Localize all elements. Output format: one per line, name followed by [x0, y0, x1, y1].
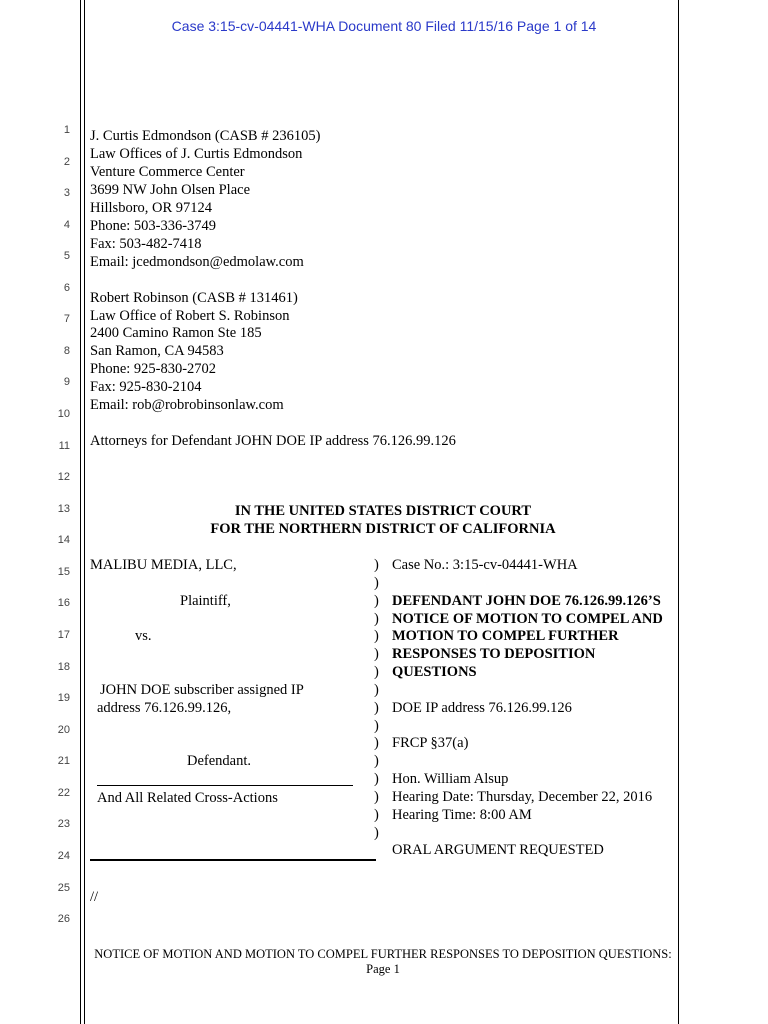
line-number: 4	[63, 219, 70, 231]
paren: )	[374, 575, 379, 591]
attorneys-for: Attorneys for Defendant JOHN DOE IP address 76.126.99.126	[90, 433, 456, 449]
vs-label: vs.	[135, 628, 152, 644]
attorney-line: Robert Robinson (CASB # 131461)	[90, 290, 298, 306]
defendant-name-line-1: JOHN DOE subscriber assigned IP	[100, 682, 304, 698]
paren: )	[374, 664, 379, 680]
line-number: 6	[63, 282, 70, 294]
line-number: 19	[57, 692, 70, 704]
paren: )	[374, 825, 379, 841]
line-number: 1	[63, 124, 70, 136]
attorney-line: Phone: 503-336-3749	[90, 218, 217, 234]
paren: )	[374, 557, 379, 573]
line-number: 24	[57, 850, 70, 862]
attorney-line: 2400 Camino Ramon Ste 185	[90, 325, 262, 341]
paren: )	[374, 807, 379, 823]
line-number: 13	[57, 503, 70, 515]
motion-title-line-1: DEFENDANT JOHN DOE 76.126.99.126’S	[392, 593, 661, 609]
line-number: 14	[57, 534, 70, 546]
line-number: 9	[63, 376, 70, 388]
attorney-line: San Ramon, CA 94583	[90, 343, 224, 359]
line-number: 2	[63, 156, 70, 168]
line-number: 3	[63, 187, 70, 199]
hearing-date: Hearing Date: Thursday, December 22, 2016	[392, 789, 653, 805]
line-number: 23	[57, 818, 70, 830]
judge-name: Hon. William Alsup	[392, 771, 509, 787]
paren: )	[374, 771, 379, 787]
paren: )	[374, 646, 379, 662]
line-number: 26	[57, 913, 70, 925]
hearing-time: Hearing Time: 8:00 AM	[392, 807, 532, 823]
motion-title-line-5: QUESTIONS	[392, 664, 477, 680]
motion-title-line-2: NOTICE OF MOTION TO COMPEL AND	[392, 611, 663, 627]
defendant-name-line-2: address 76.126.99.126,	[97, 700, 232, 716]
line-number: 5	[63, 250, 70, 262]
plaintiff-name: MALIBU MEDIA, LLC,	[90, 557, 237, 573]
caption-divider	[97, 785, 353, 786]
line-number: 20	[57, 724, 70, 736]
line-number: 25	[57, 882, 70, 894]
line-number: 11	[58, 440, 70, 452]
paren: )	[374, 718, 379, 734]
line-number: 15	[57, 566, 70, 578]
attorney-line: Law Office of Robert S. Robinson	[90, 308, 290, 324]
case-number: Case No.: 3:15-cv-04441-WHA	[392, 557, 578, 573]
line-number: 22	[57, 787, 70, 799]
paren: )	[374, 682, 379, 698]
plaintiff-label: Plaintiff,	[180, 593, 231, 609]
filing-header: Case 3:15-cv-04441-WHA Document 80 Filed 11/15/16 Page 1 of 14	[171, 18, 597, 34]
line-number: 7	[63, 313, 70, 325]
caption-bottom-rule	[90, 859, 376, 861]
line-number: 21	[57, 755, 70, 767]
paren: )	[374, 611, 379, 627]
line-number: 17	[57, 629, 70, 641]
line-number: 10	[57, 408, 70, 420]
right-margin-rule	[678, 0, 679, 1024]
attorney-line: Hillsboro, OR 97124	[90, 200, 213, 216]
attorney-line: 3699 NW John Olsen Place	[90, 182, 251, 198]
attorney-line: Fax: 925-830-2104	[90, 379, 202, 395]
paren: )	[374, 735, 379, 751]
attorney-email: Email: jcedmondson@edmolaw.com	[90, 254, 304, 270]
attorney-line: Phone: 925-830-2702	[90, 361, 217, 377]
paren: )	[374, 753, 379, 769]
paren: )	[374, 700, 379, 716]
continuation-slashes: //	[90, 889, 99, 905]
attorney-line: Law Offices of J. Curtis Edmondson	[90, 146, 303, 162]
paren: )	[374, 593, 379, 609]
left-margin-rule-inner	[84, 0, 85, 1024]
cross-actions: And All Related Cross-Actions	[97, 790, 278, 806]
motion-title-line-4: RESPONSES TO DEPOSITION	[392, 646, 596, 662]
left-margin-rule-outer	[80, 0, 81, 1024]
line-number: 18	[57, 661, 70, 673]
frcp-reference: FRCP §37(a)	[392, 735, 469, 751]
defendant-label: Defendant.	[187, 753, 252, 769]
attorney-email: Email: rob@robrobinsonlaw.com	[90, 397, 284, 413]
line-number: 16	[57, 597, 70, 609]
paren: )	[374, 628, 379, 644]
footer-title: NOTICE OF MOTION AND MOTION TO COMPEL FURTHER RESPONSES TO DEPOSITION QUESTIONS:	[94, 947, 672, 961]
line-number: 12	[57, 471, 70, 483]
attorney-line: Venture Commerce Center	[90, 164, 245, 180]
paren: )	[374, 789, 379, 805]
oral-argument: ORAL ARGUMENT REQUESTED	[392, 842, 604, 858]
court-title-line-2: FOR THE NORTHERN DISTRICT OF CALIFORNIA	[210, 521, 556, 537]
footer-page-number: Page 1	[366, 962, 400, 976]
attorney-line: Fax: 503-482-7418	[90, 236, 202, 252]
line-number: 8	[63, 345, 70, 357]
attorney-line: J. Curtis Edmondson (CASB # 236105)	[90, 128, 321, 144]
page-footer	[88, 947, 678, 977]
court-title-line-1: IN THE UNITED STATES DISTRICT COURT	[234, 503, 532, 519]
motion-title-line-3: MOTION TO COMPEL FURTHER	[392, 628, 619, 644]
doe-ip-address: DOE IP address 76.126.99.126	[392, 700, 572, 716]
